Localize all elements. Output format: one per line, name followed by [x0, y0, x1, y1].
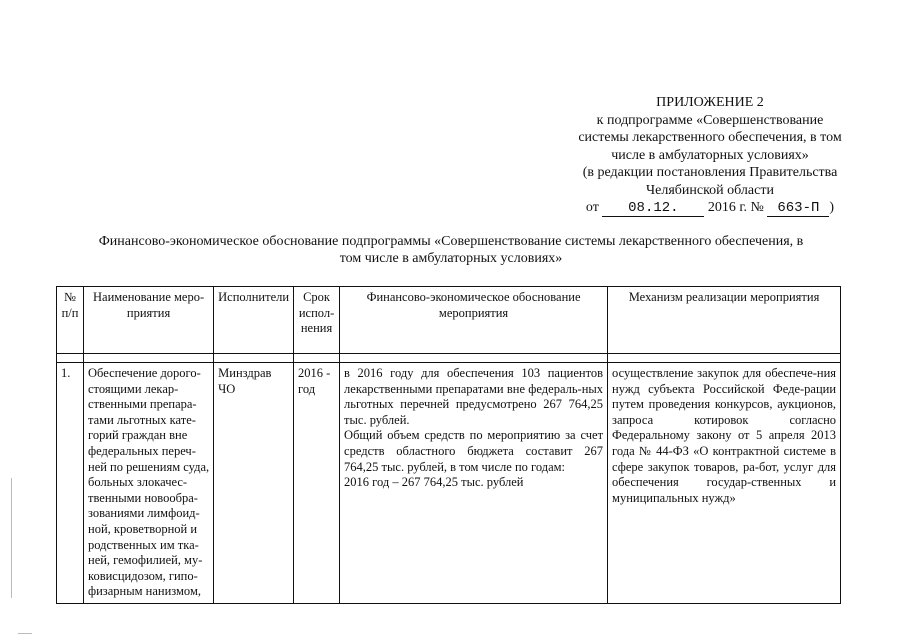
document-title-line: том числе в амбулаторных условиях» [339, 251, 563, 266]
document-title-line: Финансово-экономическое обоснование подпрограммы «Совершенствование системы лекарственного обеспечения, в [98, 234, 804, 249]
decree-date-line [520, 199, 900, 217]
date-prefix: от [585, 200, 599, 215]
decree-number: 663-П [767, 201, 829, 217]
finance-paragraph: в 2016 году для обеспечения 103 пациентов лекарственными препаратами вне федераль-ных льготных перечней предусмотрено 267 764,25 тыс. рублей. [344, 366, 604, 427]
appendix-title: ПРИЛОЖЕНИЕ 2 [656, 95, 764, 110]
row-number: 1. [57, 363, 84, 604]
finance-paragraph: 2016 год – 267 764,25 тыс. рублей [344, 475, 524, 490]
decree-date: 08.12. [602, 201, 704, 217]
executor-cell: Минздрав ЧО [214, 363, 294, 604]
rationale-table [56, 286, 841, 604]
finance-paragraph: Общий объем средств по мероприятию за счет средств областного бюджета составит 267 764,25 тыс. рублей, в том числе по годам: [344, 428, 604, 474]
header-number: № п/п [57, 287, 84, 354]
appendix-line: (в редакции постановления Правительства [582, 165, 838, 180]
header-mechanism: Механизм реализации мероприятия [608, 287, 841, 354]
financial-rationale-cell [340, 363, 608, 604]
term-cell: 2016 - год [294, 363, 340, 604]
header-executors: Исполнители [214, 287, 294, 354]
appendix-block [520, 94, 900, 217]
table-spacer-row [57, 354, 841, 363]
decree-year-label: 2016 г. № [707, 200, 764, 215]
scan-margin-line [11, 478, 12, 598]
mechanism-cell [608, 363, 841, 604]
appendix-line: системы лекарственного обеспечения, в том [578, 130, 842, 145]
header-financial-rationale: Финансово-экономическое обоснование мероприятия [340, 287, 608, 354]
scan-corner-mark [18, 633, 32, 634]
appendix-line: числе в амбулаторных условиях» [611, 147, 809, 163]
document-title [36, 233, 866, 267]
appendix-line: к подпрограмме «Совершенствование [596, 112, 824, 128]
appendix-line: Челябинской области [646, 182, 774, 198]
activity-name-cell: Обеспечение дорого- стоящими лекар- ственными препара- тами льготных кате- горий граждан вне федеральных переч- ней по решениям суда, больных злокачес- твенными новообра- зованиями лимфоид- ной, кроветворной и родственных им тка- ней, гемофилией, му- ковисцидозом, гипо- физарным нанизмом, [84, 363, 214, 604]
close-paren: ) [829, 200, 835, 215]
header-term: Срок испол- нения [294, 287, 340, 354]
table-header-row [57, 287, 841, 354]
mechanism-text: осуществление закупок для обеспече-ния нужд субъекта Российской Феде-рации путем проведения конкурсов, аукционов, запроса котировок согласно Федеральному закону от 5 апреля 2013 года № 44-ФЗ «О контрактной системе в сфере закупок товаров, ра-бот, услуг для обеспечения государ-ственных и муниципальных нужд» [612, 366, 837, 505]
header-activity-name: Наименование меро- приятия [84, 287, 214, 354]
table-row [57, 363, 841, 604]
